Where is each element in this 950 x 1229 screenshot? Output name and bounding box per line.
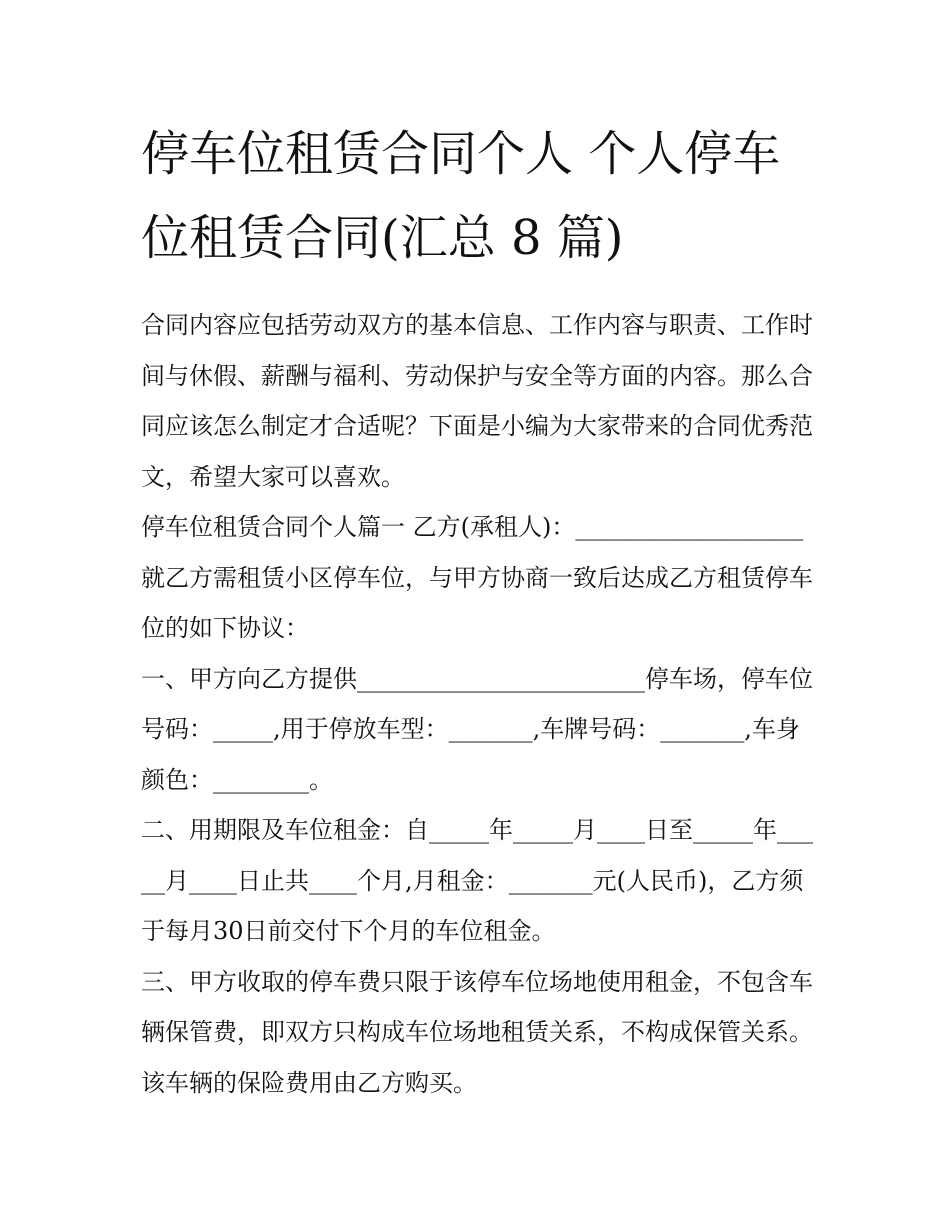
document-title: 停车位租赁合同个人 个人停车位租赁合同(汇总 8 篇) (141, 126, 781, 266)
clause-one-paragraph: 一、甲方向乙方提供________________________停车场，停车位号码：_____,用于停放车型：_______,车牌号码：_______,车身颜色：________。 (141, 664, 813, 794)
clause-two-paragraph: 二、用期限及车位租金：自_____年_____月____日至_____年_____月____日止共____个月,月租金：_______元(人民币)，乙方须于每月30日前交付下个月的车位租金。 (141, 816, 813, 945)
contract-opening-paragraph: 停车位租赁合同个人篇一 乙方(承租人)：___________________就乙方需租赁小区停车位，与甲方协商一致后达成乙方租赁停车位的如下协议： (141, 513, 813, 642)
document-page (141, 112, 821, 1108)
intro-paragraph: 合同内容应包括劳动双方的基本信息、工作内容与职责、工作时间与休假、薪酬与福利、劳动保护与安全等方面的内容。那么合同应该怎么制定才合适呢？下面是小编为大家带来的合同优秀范文，希望大家可以喜欢。 (141, 311, 813, 491)
clause-three-paragraph: 三、甲方收取的停车费只限于该停车位场地使用租金，不包含车辆保管费，即双方只构成车位场地租赁关系，不构成保管关系。该车辆的保险费用由乙方购买。 (141, 967, 813, 1097)
